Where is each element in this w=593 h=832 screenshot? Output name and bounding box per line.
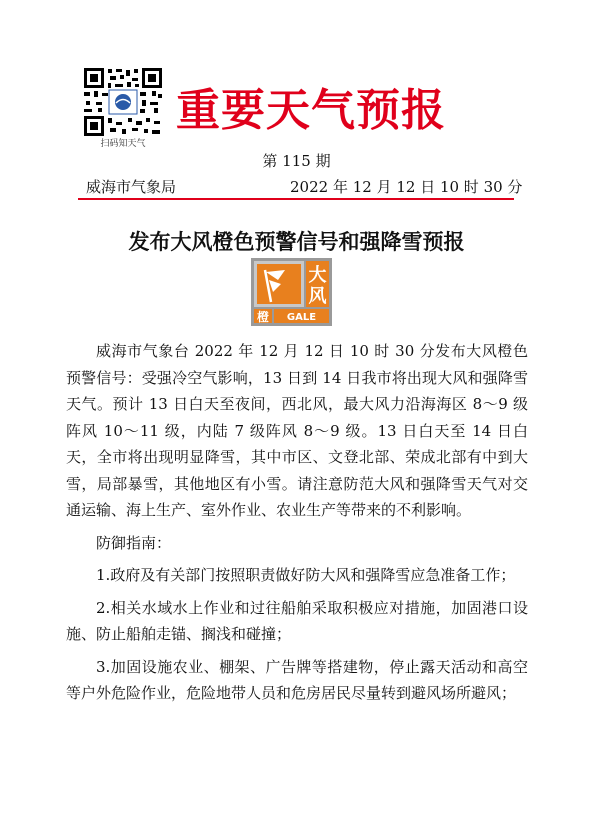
sign-char-bottom: 风 <box>308 286 327 307</box>
guide-heading: 防御指南： <box>96 533 172 552</box>
headline: 发布大风橙色预警信号和强降雪预报 <box>128 229 465 254</box>
sign-level-char: 橙 <box>256 310 270 324</box>
document-body <box>66 338 528 707</box>
header-divider <box>78 198 514 200</box>
warning-paragraph: 威海市气象台 2022 年 12 月 12 日 10 时 30 分发布大风橙色预警信号：受强冷空气影响，13 日到 14 日我市将出现大风和强降雪天气。预计 13 日白天至夜间，西北风，最大风力沿海海区 8～9 级阵风 10～11 级，内陆 7 级阵风 8～9 级。13 日白天至 14 日白天，全市将出现明显降雪，其中市区、文登北部、荣成北部有中到大雪，局部暴雪，其他地区有小雪。请注意防范大风和强降雪天气对交通运输、海上生产、室外作业、农业生产等带来的不利影响。 <box>66 342 528 519</box>
guide-item-3: 3.加固设施农业、棚架、广告牌等搭建物，停止露天活动和高空等户外危险作业，危险地带人员和危房居民尽量转到避风场所避风； <box>66 657 528 702</box>
document-title: 重要天气预报 <box>176 85 446 136</box>
sign-english-label: GALE <box>286 312 317 323</box>
gale-orange-warning-icon <box>251 258 332 326</box>
guide-item-2: 2.相关水域水上作业和过往船舶采取积极应对措施，加固港口设施、防止船舶走锚、搁浅和碰撞； <box>66 598 528 643</box>
guide-item-1: 1.政府及有关部门按照职责做好防大风和强降雪应急准备工作； <box>96 566 516 584</box>
issue-number: 第 115 期 <box>262 152 331 170</box>
sign-char-top: 大 <box>308 265 327 286</box>
qr-caption: 扫码知天气 <box>100 139 146 149</box>
agency-name: 威海市气象局 <box>86 178 177 196</box>
issue-datetime: 2022 年 12 月 12 日 10 时 30 分 <box>290 178 523 196</box>
qr-code <box>80 66 166 138</box>
